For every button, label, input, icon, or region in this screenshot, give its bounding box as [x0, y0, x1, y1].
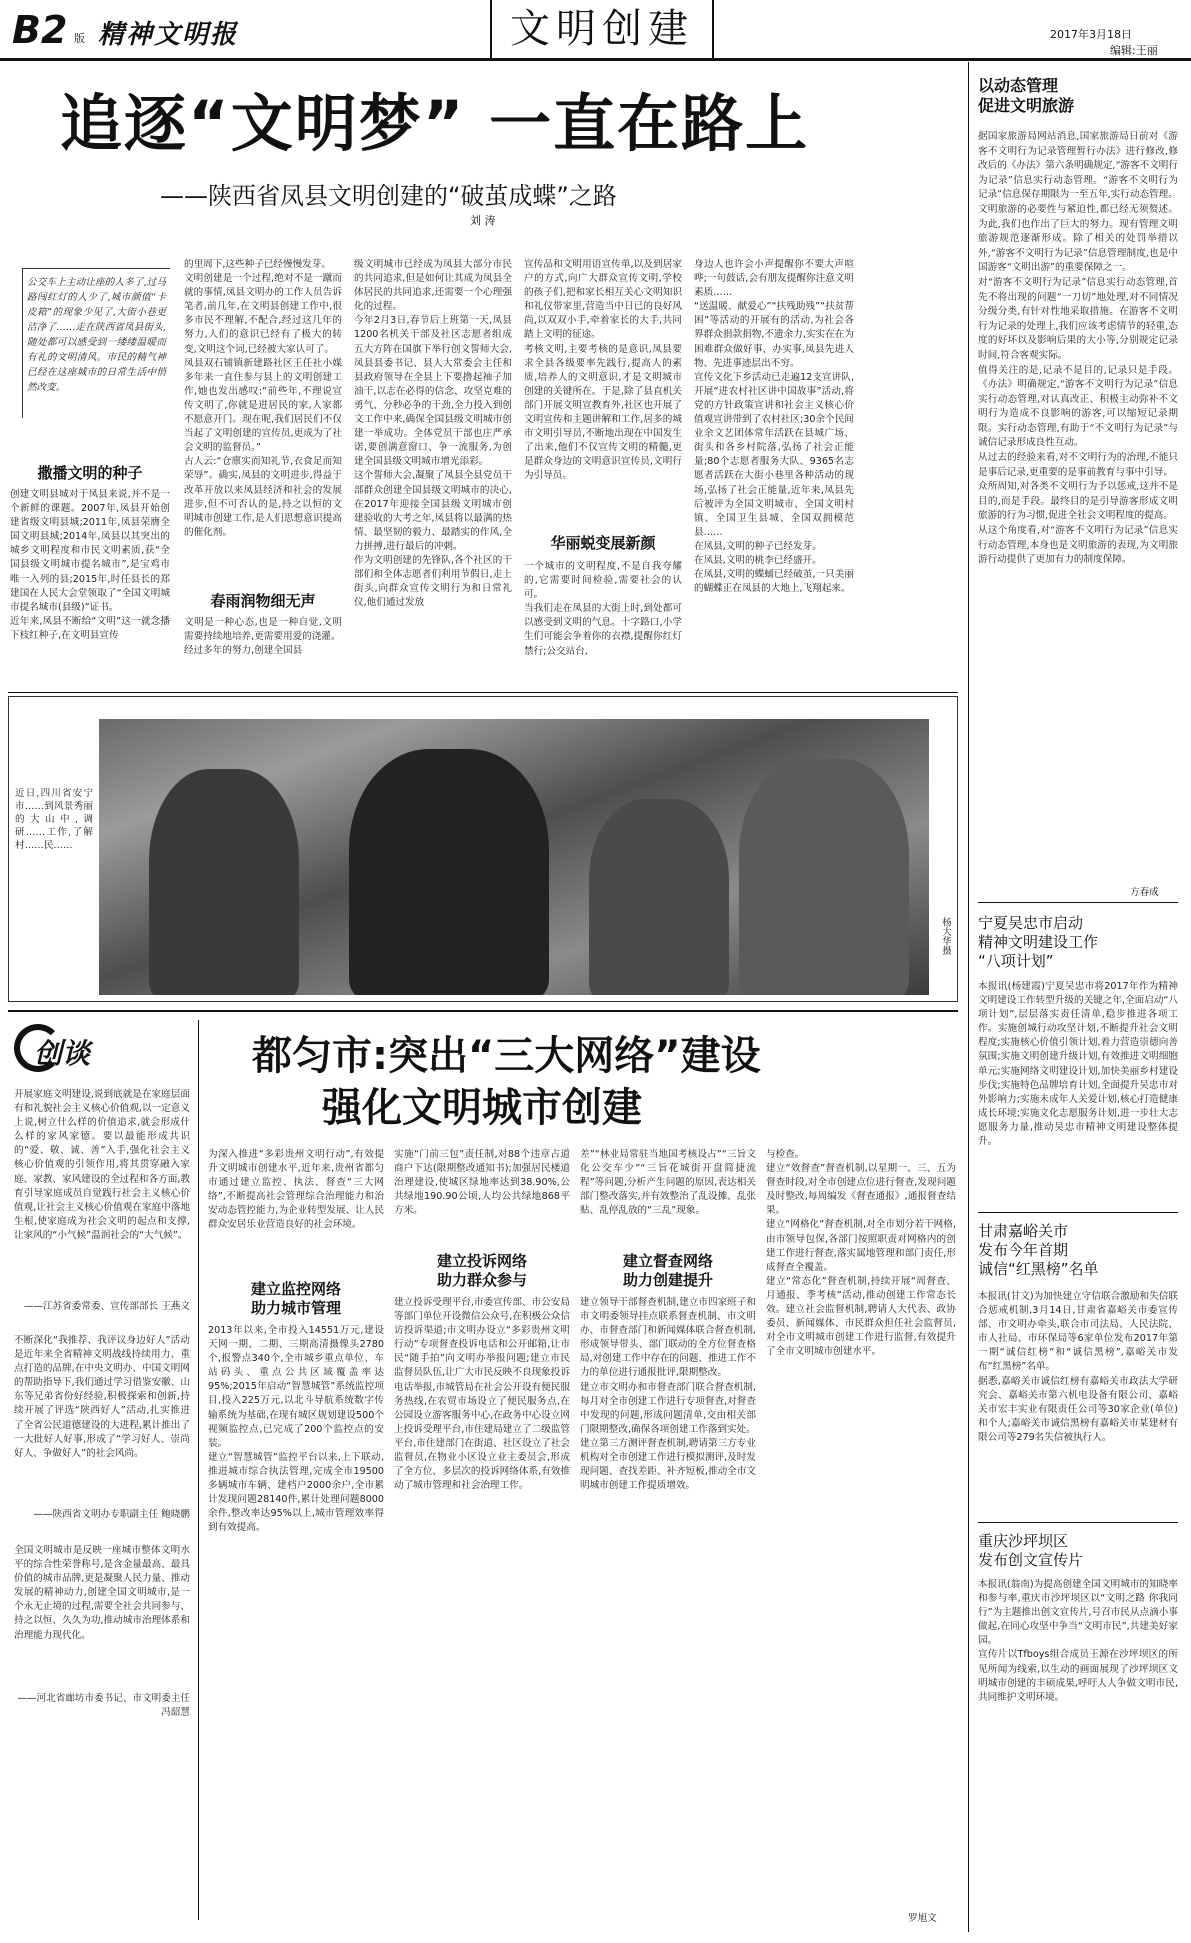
dy-col-3a: 差”“林业局常驻当地国考核设占”“三旨文化公交车少”“三旨花城街开盘简捷流程”等问题,分析产生问题的原因,表达相关部门整改落实,并有效整治了乱设摊、乱张贴、乱停乱放的“三乱”现象。 [580, 1149, 756, 1217]
photo-frame [8, 696, 958, 1002]
talk-attrib-1: ——江苏省委常委、宣传部部长 王燕文 [23, 1301, 190, 1312]
dy-subhead-3: 建立督查网络 助力创建提升 [622, 1252, 713, 1289]
lead-subhead-1: 撒播文明的种子 [37, 464, 143, 482]
lead-subhead-2: 春雨润物细无声 [210, 592, 316, 610]
pullquote: 公交车上主动让座的人多了,过马路闯红灯的人少了,城市颜值“卡皮箱”的现象少见了,大街小巷更洁净了……走在陕西省凤县街头,随处都可以感受到一缕缕温暖而有礼的文明清风。市民的精气神已经在这座城市的日常生活中悄然改变。 [22, 268, 170, 418]
side3-title: 甘肃嘉峪关市 发布今年首期 诚信“红黑榜”名单 [978, 1222, 1099, 1278]
side-rule-1 [978, 902, 1178, 903]
side2-body: 本报讯(杨建霞)宁夏吴忠市将2017年作为精神文明建设工作转型升级的关键之年,全面启动“八项计划”,层层落实责任清单,稳步推进各项工作。实施创城行动攻坚计划,不断提升社会文明程度;实施核心价值引领计划,着力营造崇德向善氛围;实施文明创建升级计划,有效推进文明细胞单元;实施网络文明建设计划,加快美丽乡村建设步伐;实施特色品牌培育计划,全面提升吴忠市对外影响力;实施未成年人关爱计划,核心打造健康成长环境;实施文化志愿服务计划,进一步壮大志愿服务力量,推动吴忠市精神文明建设整体提升。 [978, 981, 1178, 1148]
photo-figure-elder-man [149, 769, 299, 995]
issue-date: 2017年3月18日 [1050, 28, 1132, 41]
side-rule-2 [978, 1212, 1178, 1213]
page-suffix: 版 [74, 32, 85, 45]
side-rule-3 [978, 1522, 1178, 1523]
side1-author: 方春成 [1130, 887, 1159, 898]
talk-label: 创谈 [34, 1037, 91, 1070]
photo-figure-woman [739, 759, 909, 995]
lead-col-5: 身边人也许会小声提醒你不要大声喧哗;一句鼓话,会有朋友提醒你注意文明素质…… “送温暖、献爱心”“扶残助残”“扶贫帮困”等活动的开展有的活动,为社会各界群众捐款捐物,不遗余力,实实在在为困难群众做好事、办实事,凤县先进人物、先进事迹层出不穷。 宣传文化下乡活动已走遍12支宣讲队,开展“进农村社区讲中国故事”活动,将党的方针政策宣讲和社会主义核心价值观宣讲带到了农村社区;30余个民间业余文艺团体常年活跃在县城广场、街头和各乡村院落,弘扬了社会正能量;80个志愿者服务大队、9365名志愿者活跃在大街小巷里各种活动的现场,弘扬了社会正能量,近年来,凤县先后被评为全国文明城市、全国文明村镇、全国卫生县城、全国双拥模范县…… 在凤县,文明的种子已经发芽。 在凤县,文明的桃李已经盛开。 在凤县,文明的蝶蛹已经破茧,一只美丽的蝴蝶正在凤县的大地上,飞翔起来。 [694, 259, 854, 595]
lead-col-3: 级文明城市已经成为凤县大部分市民的共同追求,但是如何让其成为凤县全体居民的共同追求,还需要一个心理强化的过程。 今年2月3日,春节后上班第一天,凤县1200名机关干部及社区志愿者组成五大方阵在国旗下举行创文誓师大会,凤县县委书记、县人大常委会主任和县政府领导在全县上下要撸起袖子加油干,以志在必得的信念、攻坚克难的勇气、分秒必争的干劲,全力投入到创文工作中来,确保全国县级文明城市创建一举成功。全体党员干部也庄严承诺,要创满意窗口、争一流服务,为创建全国县级文明城市增光添彩。 这个誓师大会,凝聚了凤县全县党员干部群众创建全国县级文明城市的决心,在2017年迎接全国县级文明城市创建验收的大考之年,凤县将以最满的热情、最坚韧的毅力、最踏实的作风,全力拼搏,进行最后的冲刺。 作为文明创建的先锋队,各个社区的干部们和全体志愿者们利用节假日,走上街头,向群众宣传文明行为和日常礼仪,他们通过发放 [354, 259, 512, 609]
dy-col-4: 与检查。 建立“效督查”督查机制,以星期一、三、五为督查时段,对全市创建点位进行督查,发现问题及时整改,每周编发《督查通报》,通报督查结果。 建立“网格化”督查机制,对全市划分若干网格,由市领导包保,各部门按照职责对网格内的创建工作进行督查,落实属地管理和部门责任,形成督查全覆盖。 建立“常态化”督查机制,持续开展“周督查、月通报、季考核”活动,推动创建工作常态长效。建立社会监督机制,聘请人大代表、政协委员、新闻媒体、市民群众担任社会监督员,对全市文明城市创建工作进行监督,有效提升了全市文明城市创建水平。 [766, 1149, 956, 1358]
photo-caption-left: 近日,四川省安宁市……到风景秀丽的大山中,调研……工作,了解村……民…… [15, 788, 93, 851]
news-photo [99, 719, 929, 995]
dy-col-1a: 为深入推进“多彩贵州文明行动”,有效提升文明城市创建水平,近年来,贵州省都匀市通过建立监控、执法、督查“三大网络”,不断提高社会管理综合治理能力和治安动态管控能力,为企业转型发展、让人民群众安居乐业营造良好的社会环境。 [208, 1149, 384, 1231]
lead-subhead-3: 华丽蜕变展新颜 [550, 534, 656, 552]
lead-col-1: 创建文明县城对于凤县来说,并不是一个新鲜的课题。2007年,凤县开始创建省级文明县城;2011年,凤县荣膺全国文明县城;2014年,凤县以其突出的城乡文明程度和市民文明素质,获“全国县级文明城市提名城市”,是宝鸡市唯一入列的县;2015年,时任县长的郑建国在人民大会堂领取了“全国文明城市提名城市(县级)”证书。 近年来,凤县不断给“文明”这一就念播下枝红种子,在文明县宣传 [10, 489, 170, 641]
lead-col-2b: 文明是一种心态,也是一种自觉,文明需要持续地培养,更需要用爱的浇灌。 经过多年的努力,创建全国县 [184, 617, 342, 657]
masthead [0, 0, 1191, 58]
masthead-rule [0, 58, 1191, 61]
side1-title: 以动态管理 促进文明旅游 [978, 76, 1075, 115]
talk-quote-2: 不断深化“我推荐、我评议身边好人”活动是近年来全省精神文明战线持续用力、重点打造的品牌,在中央文明办、中国文明网的帮助指导下,我们通过学习借鉴安徽、山东等兄弟省份好经验,积极探索和创新,持续开展了评选“陕西好人”活动,扎实推进了全省公民道德建设的大进程,累计推出了一大批好人好事,形成了“学习好人、崇尚好人、争做好人”的社会风尚。 [14, 1335, 190, 1459]
dy-col-2a: 实施“门前三包”责任制,对88个违章占道商户下达(限期整改通知书);加强居民楼道治理建设,使城区绿地率达到38.90%,公共绿地190.90公顷,人均公共绿地868平方米。 [394, 1149, 570, 1217]
dy-title-2: 强化文明城市创建 [322, 1085, 642, 1131]
page-number: B2 [12, 8, 68, 52]
paper-name: 精神文明报 [98, 20, 239, 50]
side4-body: 本报讯(翁南)为提高创建全国文明城市的知晓率和参与率,重庆市沙坪坝区以“文明之路 你我同行”为主题推出创文宣传片,号召市民从点滴小事做起,在同心攻坚中争当“文明市民”,共建美好家园。 宣传片以Tfboys组合成员王源在沙坪坝区的所见所闻为线索,以生动的画面展现了沙坪坝区文明城市创建的丰硕成果,呼吁人人争做文明市民,共同维护文明环境。 [978, 1579, 1178, 1703]
section-title: 文明创建 [490, 0, 714, 58]
side3-body: 本报讯(甘文)为加快建立守信联合激励和失信联合惩戒机制,3月14日,甘肃省嘉峪关市委宣传部、市文明办牵头,联合市司法局、人民法院、市人社局、市环保局等6家单位发布2017年第一期“诚信红榜”和“诚信黑榜”,嘉峪关市发布“红黑榜”名单。 据悉,嘉峪关市诚信红榜有嘉峪关市政法大学研究会、嘉峪关市第六机电设备有限公司、嘉峪关市宏丰实业有限责任公司等30家企业(单位)和个人;嘉峪关市诚信黑榜有嘉峪关市某建材有限公司等279名失信被执行人。 [978, 1291, 1178, 1443]
dy-col-1b: 2013年以来,全市投入14551万元,建设天网一期、二期、三期高清摄像头2780个,报警点340个,全市城乡重点单位、车站码头、重点公共区域覆盖率达95%;2015年启动“智慧城管”系统监控项目,投入225万元,以北斗导航系统数字传输系统为基础,在现有城区规划建设500个视频监控点,已完成了200个监控点的安装。 建立“智慧城管”监控平台以来,上下联动,推进城市综合执法管理,完成全市19500多辆城市车辆、建档户2000余户,全市累计发现问题28140件,累计处理问题8000余件,整改率达95%以上,城市管理效率得到有效提高。 [208, 1325, 384, 1534]
talk-divider [198, 1020, 199, 1920]
photo-figure-elder-woman [589, 799, 729, 995]
sidebar-divider [968, 62, 969, 1932]
lead-col-4: 宣传品和文明用语宣传单,以及到居家户的方式,向广大群众宣传文明,学校的孩子们,把和家长相互关心文明知识和礼仪带家里,营造当中日已的良好风尚,以双双小手,牵着家长的大手,共同踏上文明的征途。 考核文明,主要考核的是意识,凤县要求全县各级要率先践行,提高人的素质,培养人的文明意识,才是文明城市创建的关键所在。于是,除了县直机关部门开展文明宣教育外,社区也开展了文明宣传和主题讲解和工作,居多的城市文明引导员,不断地出现在中国发生了出来,他们不仅宣传文明的精髓,更是群众身边的文明意识宣传员,文明行为引导员。 [524, 259, 682, 482]
lower-rule [8, 1010, 958, 1012]
talk-badge [14, 1020, 114, 1076]
side1-body: 据国家旅游局网站消息,国家旅游局日前对《游客不文明行为记录管理暂行办法》进行修改,修改后的《办法》第六条明确规定,“游客不文明行为记录”信息实行动态管理。“游客不文明行为记录”信息保存期限为一至五年,实行动态管理。 文明旅游的必要性与紧迫性,都已经无须赘述。为此,我们也作出了巨大的努力。现有管理文明旅游规范逐渐形成。除了相关的处罚举措以外,“游客不文明行为记录”信息管理制度,也是中国游客“文明出游”的重要保障之一。 对“游客不文明行为记录”信息实行动态管理,首先不将出现的问题“一刀切”地处理,对不同情况分级分类,有针对性地采取措施。在游客不文明行为记录的处理上,我们应该考虑情节的轻重,态度的好坏以及影响后果的大小等,分别规定记录时间,符合客观实际。 值得关注的是,记录不是目的,记录只是手段。《办法》明确规定,“游客不文明行为记录”信息实行动态管理,对认真改正、积极主动弥补不文明行为造成不良影响的游客,可以缩短记录期限。实行动态管理,有助于“不文明行为记录”与诚信记录形成良性互动。 从过去的经验来看,对不文明行为的治理,不能只是事后记录,更重要的是事前教育与事中引导。 众所周知,对各类不文明行为予以惩戒,这并不是目的,而是手段。最终目的是引导游客形成文明旅游的行为习惯,促进全社会文明程度的提高。 从这个角度看,对“游客不文明行为记录”信息实行动态管理,本身也是文明旅游的表现,为文明旅游行动提供了更加有力的制度保障。 [978, 131, 1178, 566]
dy-col-3b: 建立领导干部督查机制,建立市四家班子和市文明委领导挂点联系督查机制、市文明办、市督查部门和新闻媒体联合督查机制,形成领导带头、部门联动的全方位督查格局,对创建工作中存在的问题、推进工作不力的单位进行通报批评,限期整改。 建立市文明办和市督查部门联合督查机制,每月对全市创建工作进行专项督查,对督查中发现的问题,形成问题清单,交由相关部门限期整改,确保各项创建工作落到实处。 建立第三方测评督查机制,聘请第三方专业机构对全市创建工作进行模拟测评,及时发现问题、查找差距、补齐短板,推动全市文明城市创建工作提质增效。 [580, 1297, 756, 1492]
side2-title: 宁夏吴忠市启动 精神文明建设工作 “八项计划” [978, 914, 1099, 970]
lead-title: 追逐“文明梦” 一直在路上 [60, 87, 810, 160]
talk-attrib-2: ——陕西省文明办专职副主任 鲍晓鹏 [33, 1509, 190, 1520]
photo-figure-official [349, 749, 549, 995]
lead-subtitle: ——陕西省凤县文明创建的“破茧成蝶”之路 [160, 182, 617, 210]
photo-credit: 杨大华摄 [940, 917, 951, 956]
page-editor: 编辑:王丽 [1110, 44, 1158, 57]
dy-author: 罗旭文 [908, 1913, 937, 1924]
dy-title-1: 都匀市:突出“三大网络”建设 [252, 1033, 761, 1079]
side4-title: 重庆沙坪坝区 发布创文宣传片 [978, 1532, 1084, 1569]
dy-subhead-1: 建立监控网络 助力城市管理 [250, 1280, 341, 1317]
talk-quote-3: 全国文明城市是反映一座城市整体文明水平的综合性荣誉称号,是含金量最高、最具价值的城市品牌,更是凝聚人民力量、推动发展的精神动力,创建全国文明城市,是一个永无止境的过程,需要全社会共同参与、持之以恒、久久为功,推动城市治理体系和治理能力现代化。 [14, 1545, 190, 1641]
dy-col-2b: 建立投诉受理平台,市委宣传部、市公安局等部门单位开设微信公众号,在积极公众信访投诉渠道;市文明办设立“多彩贵州文明行动”专项督查投诉电话和公开邮箱,让市民“随手拍”向文明办举报问题;建立市民监督员队伍,让广大市民反映不良现象投诉电话举报,市城管局在社会公开设有便民服务热线,在农贸市场设立了便民服务点,在公园设立游客服务中心,在政务中心设立网上投诉受理平台,市住建局建立了二级监管平台,市住建部门在街道、社区设立了社会监督员,在物业小区设立业主委员会,形成了全方位、多层次的投诉网络体系,有效推动了城市管理和社会治理工作。 [394, 1297, 570, 1492]
photo-top-rule [8, 692, 958, 693]
dy-subhead-2: 建立投诉网络 助力群众参与 [436, 1252, 527, 1289]
lead-author: 刘 涛 [470, 214, 496, 227]
talk-quote-1: 开展家庭文明建设,说到底就是在家庭层面有和礼貌社会主义核心价值观,以一定意义上说,树立什么样的价值追求,就会形成什么样的家风家德。要以最能形成共识的“爱、敬、诚、善”入手,强化社会主义核心价值观的引领作用,将其贯穿融入家庭、家教、家风建设的全过程和各方面,教育引导家庭成员自觉践行社会主义核心价值观,让社会主义核心价值观在家庭中落地生根,使家庭成为社会文明的起点和支撑,让家风的“小气候”温润社会的“大气候”。 [14, 1089, 190, 1241]
talk-attrib-3: ——河北省廊坊市委书记、市文明委主任 冯韶慧 [17, 1693, 190, 1719]
lead-col-2: 的里周下,这些种子已经慢慢发芽。 文明创建是一个过程,绝对不是一蹴而就的事情,凤县文明办的工作人员告诉笔者,前几年,在文明县创建工作中,很多市民不理解,不配合,经过这几年的努力,人们的意识已经有了极大的转变,文明这个词,已经被大家认可了。 凤县双石铺镇新建路社区王任社小媒多年来一直住参与县上的文明创建工作,她也发出感叹:“前些年,不理说宣传文明了,你就是进居民的家,人家都不愿意开门。现在呢,我们居民们不仅当起了文明创建的宣传员,更成为了社会文明的监督员。” 古人云:“仓廪实而知礼节,衣食足而知荣辱”。确实,凤县的文明进步,得益于改革开放以来凤县经济和社会的发展进步,但不可否认的是,持之以恒的文明城市创建工作,是人们思想意识提高的催化剂。 [184, 259, 342, 538]
lead-col-4b: 一个城市的文明程度,不是自我夸耀的,它需要时间检验,需要社会的认可。 当我们走在凤县的大街上时,到处都可以感受到文明的气息。十字路口,小学生们可能会争着你的衣襟,提醒你红灯禁行;公交站台, [524, 561, 682, 657]
